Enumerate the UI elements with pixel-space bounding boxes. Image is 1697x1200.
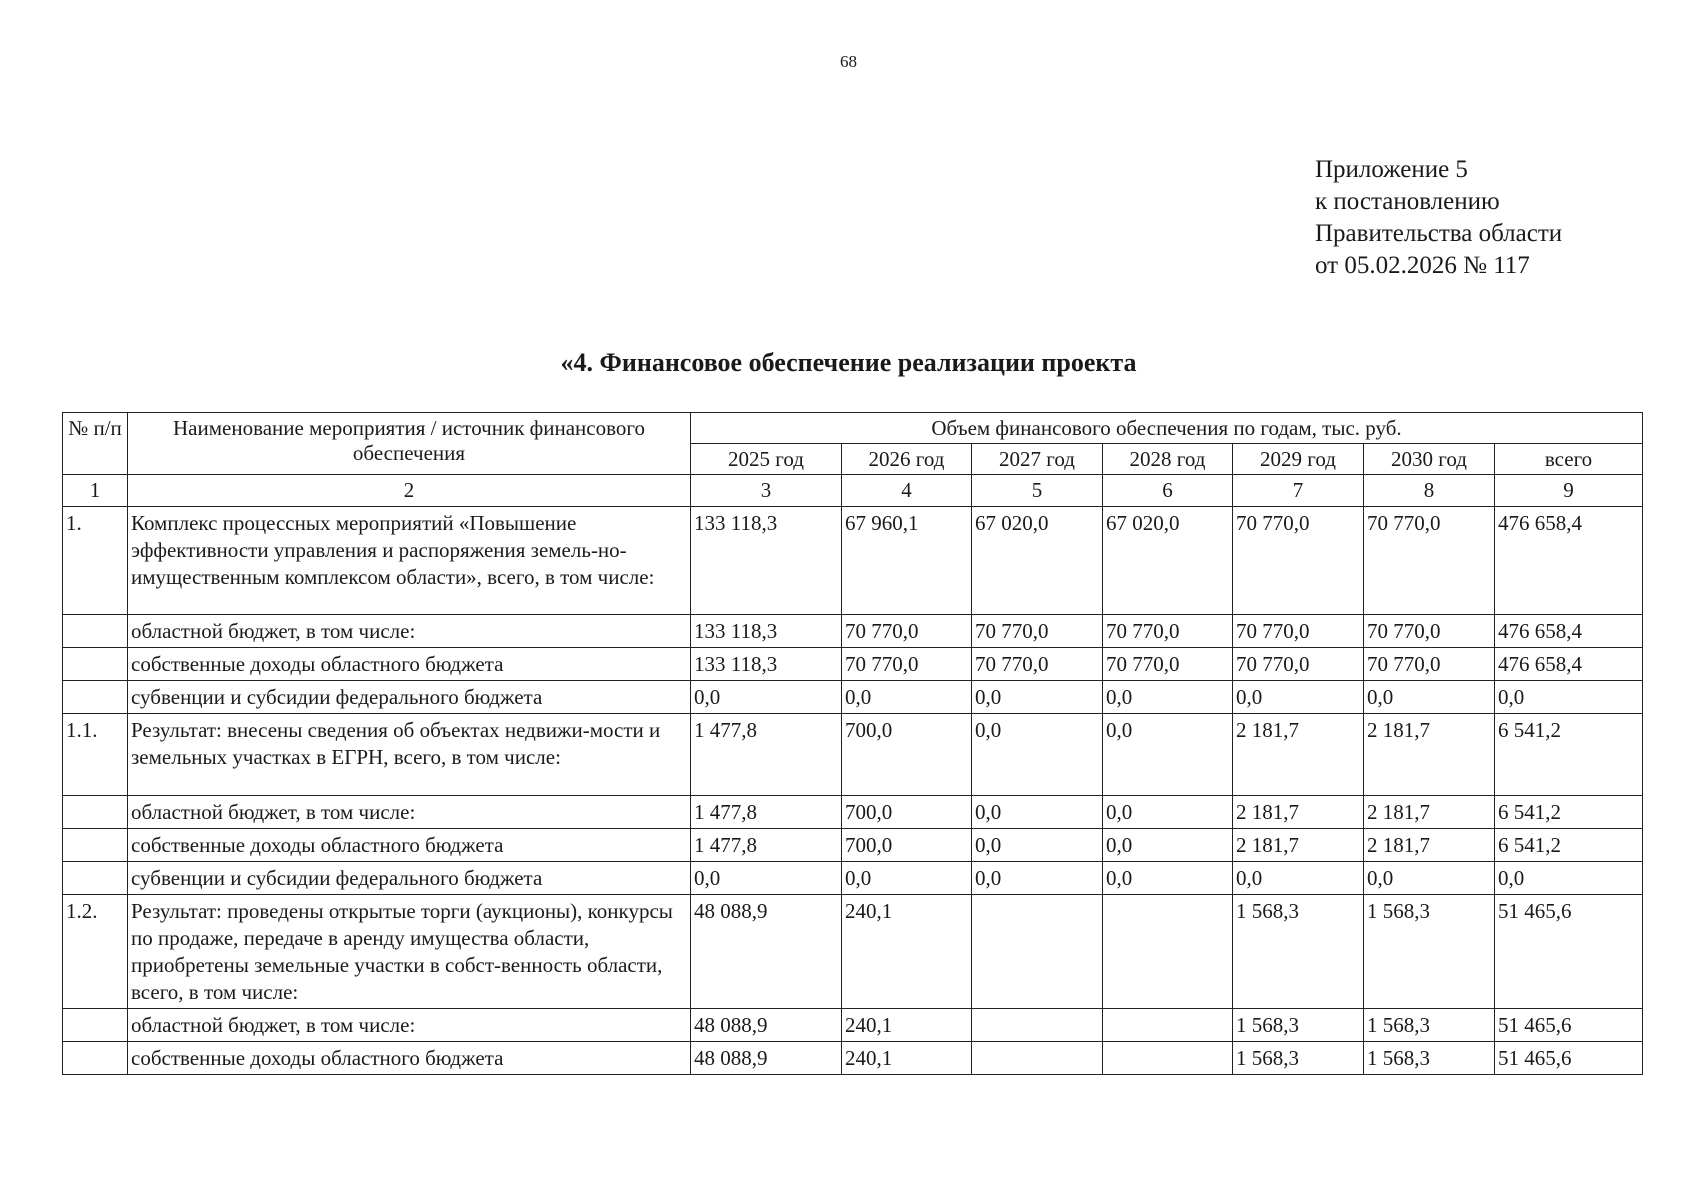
row-total-value: 476 658,4 (1495, 615, 1643, 648)
row-year-value (972, 1042, 1103, 1075)
header-year: 2030 год (1364, 444, 1495, 475)
appendix-line-3: Правительства области (1315, 220, 1563, 247)
column-index: 8 (1364, 475, 1495, 507)
row-year-value: 700,0 (842, 714, 972, 796)
row-year-value: 0,0 (1103, 681, 1233, 714)
row-year-value: 0,0 (842, 862, 972, 895)
row-year-value: 0,0 (1103, 714, 1233, 796)
row-name: субвенции и субсидии федерального бюджета (128, 681, 691, 714)
row-year-value: 70 770,0 (1103, 648, 1233, 681)
row-year-value: 240,1 (842, 1042, 972, 1075)
row-year-value: 0,0 (1103, 829, 1233, 862)
row-total-value: 476 658,4 (1495, 648, 1643, 681)
row-year-value: 70 770,0 (1233, 648, 1364, 681)
row-year-value: 240,1 (842, 895, 972, 1009)
row-year-value: 700,0 (842, 796, 972, 829)
column-index: 2 (128, 475, 691, 507)
appendix-line-1: Приложение 5 (1315, 156, 1468, 183)
row-year-value: 2 181,7 (1364, 714, 1495, 796)
row-year-value (1103, 895, 1233, 1009)
row-year-value: 1 477,8 (691, 714, 842, 796)
row-year-value: 70 770,0 (972, 648, 1103, 681)
row-year-value: 70 770,0 (842, 648, 972, 681)
row-year-value: 0,0 (691, 681, 842, 714)
column-index: 4 (842, 475, 972, 507)
row-year-value: 1 477,8 (691, 829, 842, 862)
row-year-value: 2 181,7 (1364, 796, 1495, 829)
table-row (63, 796, 1643, 829)
row-year-value: 67 020,0 (1103, 507, 1233, 615)
row-total-value: 0,0 (1495, 681, 1643, 714)
row-year-value: 1 568,3 (1364, 895, 1495, 1009)
row-year-value: 0,0 (1233, 681, 1364, 714)
row-name: субвенции и субсидии федерального бюджета (128, 862, 691, 895)
table-row (63, 1042, 1643, 1075)
table-row (63, 648, 1643, 681)
row-name: собственные доходы областного бюджета (128, 648, 691, 681)
table-row (63, 507, 1643, 615)
page-number: 68 (840, 52, 857, 71)
header-name: Наименование мероприятия / источник финансового обеспечения (128, 413, 691, 475)
row-total-value: 6 541,2 (1495, 829, 1643, 862)
row-year-value: 0,0 (972, 862, 1103, 895)
row-total-value: 51 465,6 (1495, 895, 1643, 1009)
row-year-value: 70 770,0 (1364, 615, 1495, 648)
column-index: 5 (972, 475, 1103, 507)
row-code (63, 862, 128, 895)
row-year-value: 2 181,7 (1233, 714, 1364, 796)
row-code (63, 829, 128, 862)
row-name: областной бюджет, в том числе: (128, 796, 691, 829)
table-row (63, 862, 1643, 895)
row-total-value: 0,0 (1495, 862, 1643, 895)
row-year-value: 2 181,7 (1233, 829, 1364, 862)
row-year-value: 1 568,3 (1364, 1009, 1495, 1042)
row-name: Результат: внесены сведения об объектах недвижи-мости и земельных участках в ЕГРН, всего, в том числе: (128, 714, 691, 796)
row-year-value: 70 770,0 (972, 615, 1103, 648)
row-year-value: 70 770,0 (1364, 507, 1495, 615)
row-year-value: 48 088,9 (691, 1042, 842, 1075)
row-year-value: 1 568,3 (1233, 895, 1364, 1009)
row-year-value: 0,0 (972, 714, 1103, 796)
row-code (63, 615, 128, 648)
row-year-value: 133 118,3 (691, 648, 842, 681)
row-year-value: 1 568,3 (1233, 1009, 1364, 1042)
header-year: 2027 год (972, 444, 1103, 475)
table-row (63, 681, 1643, 714)
header-year: 2028 год (1103, 444, 1233, 475)
row-name: Комплекс процессных мероприятий «Повышение эффективности управления и распоряжения земель-но-имущественным комплексом области», всего, в том числе: (128, 507, 691, 615)
row-total-value: 6 541,2 (1495, 796, 1643, 829)
row-year-value: 0,0 (842, 681, 972, 714)
column-index: 9 (1495, 475, 1643, 507)
row-year-value: 0,0 (1364, 862, 1495, 895)
column-index: 7 (1233, 475, 1364, 507)
row-year-value: 240,1 (842, 1009, 972, 1042)
row-year-value: 70 770,0 (1103, 615, 1233, 648)
row-year-value (1103, 1042, 1233, 1075)
row-year-value: 700,0 (842, 829, 972, 862)
row-year-value: 0,0 (1233, 862, 1364, 895)
row-year-value (1103, 1009, 1233, 1042)
header-volume: Объем финансового обеспечения по годам, тыс. руб. (691, 413, 1643, 444)
row-year-value (972, 895, 1103, 1009)
row-name: собственные доходы областного бюджета (128, 1042, 691, 1075)
row-year-value: 2 181,7 (1233, 796, 1364, 829)
row-year-value: 0,0 (972, 796, 1103, 829)
row-year-value: 0,0 (972, 681, 1103, 714)
row-year-value: 48 088,9 (691, 895, 842, 1009)
row-year-value: 70 770,0 (1364, 648, 1495, 681)
row-code (63, 1042, 128, 1075)
row-year-value: 0,0 (691, 862, 842, 895)
row-total-value: 51 465,6 (1495, 1042, 1643, 1075)
row-year-value: 0,0 (1364, 681, 1495, 714)
row-code (63, 648, 128, 681)
header-year: 2026 год (842, 444, 972, 475)
column-index: 1 (63, 475, 128, 507)
row-name: областной бюджет, в том числе: (128, 615, 691, 648)
row-name: областной бюджет, в том числе: (128, 1009, 691, 1042)
header-year: 2029 год (1233, 444, 1364, 475)
financing-table (62, 412, 1643, 1075)
row-total-value: 51 465,6 (1495, 1009, 1643, 1042)
header-year: 2025 год (691, 444, 842, 475)
row-year-value: 0,0 (972, 829, 1103, 862)
row-code (63, 681, 128, 714)
row-code: 1.1. (63, 714, 128, 796)
row-year-value: 1 568,3 (1364, 1042, 1495, 1075)
row-code (63, 796, 128, 829)
table-row (63, 714, 1643, 796)
row-year-value: 133 118,3 (691, 615, 842, 648)
row-year-value: 1 568,3 (1233, 1042, 1364, 1075)
table-row (63, 895, 1643, 1009)
row-code (63, 1009, 128, 1042)
section-title: «4. Финансовое обеспечение реализации проекта (560, 348, 1137, 377)
column-index: 6 (1103, 475, 1233, 507)
row-year-value (972, 1009, 1103, 1042)
appendix-line-2: к постановлению (1315, 188, 1500, 215)
header-num: № п/п (63, 413, 128, 475)
row-year-value: 0,0 (1103, 796, 1233, 829)
row-total-value: 6 541,2 (1495, 714, 1643, 796)
column-index: 3 (691, 475, 842, 507)
row-code: 1. (63, 507, 128, 615)
row-year-value: 133 118,3 (691, 507, 842, 615)
appendix-block (1315, 154, 1562, 282)
row-year-value: 70 770,0 (842, 615, 972, 648)
row-year-value: 2 181,7 (1364, 829, 1495, 862)
row-year-value: 67 020,0 (972, 507, 1103, 615)
table-row (63, 615, 1643, 648)
table-row (63, 1009, 1643, 1042)
appendix-line-4: от 05.02.2026 № 117 (1315, 252, 1530, 279)
row-year-value: 70 770,0 (1233, 615, 1364, 648)
header-total: всего (1495, 444, 1643, 475)
row-year-value: 0,0 (1103, 862, 1233, 895)
row-year-value: 70 770,0 (1233, 507, 1364, 615)
row-total-value: 476 658,4 (1495, 507, 1643, 615)
row-code: 1.2. (63, 895, 128, 1009)
row-name: Результат: проведены открытые торги (аукционы), конкурсы по продаже, передаче в аренду имущества области, приобретены земельные участки в собст-венность области, всего, в том числе: (128, 895, 691, 1009)
row-year-value: 48 088,9 (691, 1009, 842, 1042)
header-row-1 (63, 413, 1643, 444)
table-row (63, 829, 1643, 862)
column-index-row (63, 475, 1643, 507)
row-year-value: 67 960,1 (842, 507, 972, 615)
row-year-value: 1 477,8 (691, 796, 842, 829)
row-name: собственные доходы областного бюджета (128, 829, 691, 862)
